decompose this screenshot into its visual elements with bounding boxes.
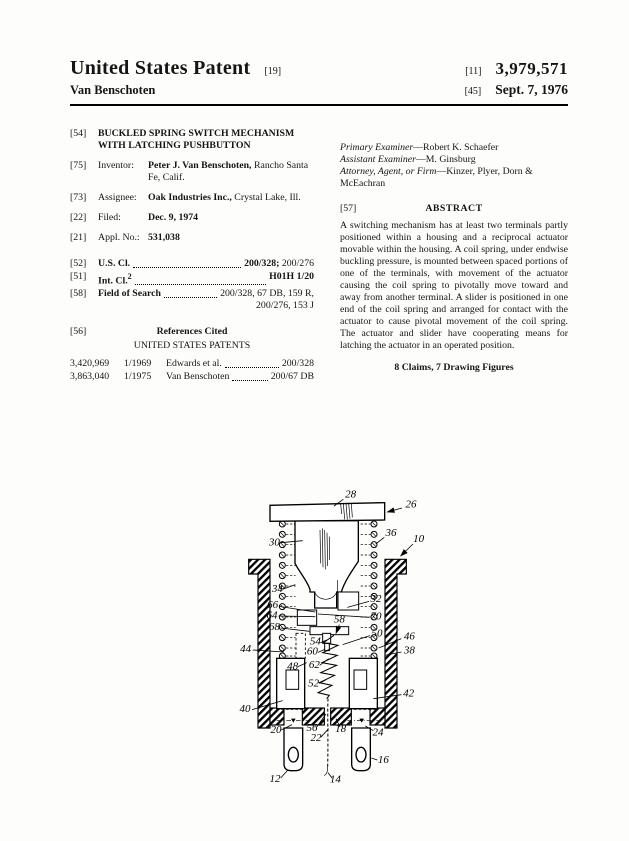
ref-name: Van Benschoten: [166, 371, 230, 383]
field-73-assignee: [70, 192, 314, 204]
patent-number-code: [11]: [465, 66, 482, 77]
field-label: U.S. Cl.: [98, 258, 131, 269]
solder-tab-right: [352, 728, 371, 771]
figure-ref-numeral: 18: [335, 723, 347, 735]
field-num: [54]: [70, 128, 87, 139]
figure-ref-numeral: 46: [403, 630, 415, 643]
figure-ref-numeral: 38: [403, 644, 415, 657]
figure-ref-numeral: 44: [240, 643, 252, 655]
application-number: 531,038: [148, 232, 180, 243]
assignee-address: Crystal Lake, Ill.: [231, 192, 301, 203]
figure-ref-numeral: 14: [329, 773, 341, 786]
field-54-title: [70, 128, 314, 152]
field-58-field-of-search: [70, 288, 314, 312]
dot-leader: [232, 371, 267, 381]
figure-ref-numeral: 28: [345, 488, 357, 501]
dot-leader: [164, 288, 217, 298]
figure-ref-numeral: 26: [405, 498, 417, 511]
field-label: Int. Cl.$^2$: [98, 272, 132, 287]
field-51-int-cl: [70, 271, 314, 287]
field-label: Assignee:: [98, 192, 137, 203]
field-label: Appl. No.:: [98, 232, 140, 243]
figure-ref-numeral: 62: [308, 659, 320, 671]
int-class: H01H 1/20: [269, 271, 314, 282]
field-52-us-cl: [70, 258, 314, 270]
abstract-heading: ABSTRACT: [425, 203, 483, 214]
issue-date: Sept. 7, 1976: [495, 82, 568, 97]
dot-leader: [133, 258, 241, 268]
ref-class: 200/67 DB: [270, 371, 314, 383]
date-code: [45]: [464, 86, 482, 97]
int-cl-superscript: 2: [127, 272, 132, 281]
figure-ref-numeral: 68: [268, 621, 280, 633]
field-num: [51]: [70, 271, 87, 282]
figure-ref-numeral: 30: [268, 536, 280, 549]
search-field-line1: 200/328, 67 DB, 159 R,: [220, 288, 314, 300]
figure-ref-numeral: 40: [239, 703, 251, 715]
assistant-examiner-name: —M. Ginsburg: [415, 154, 476, 165]
abstract-heading-row: [340, 203, 568, 215]
abstract-text: A switching mechanism has at least two terminals partly positioned within a housing and a reciprocal actuator movable within the housing. A coil spring, under endwise buckling pressure, is mounted between spaced portions of one of the terminals, with movement of the actuator causing the coil spring to pivotally move toward and away from another terminal. A slider is positioned in one end of the coil spring and arranged for contact with the actuator to cause pivotal movement of the coil spring. The actuator and slider have cooperating means for latching the actuator in an operated position.: [340, 220, 568, 351]
assistant-examiner-label: Assistant Examiner: [340, 154, 416, 165]
us-patents-subheading: UNITED STATES PATENTS: [133, 340, 251, 352]
field-75-inventor: [70, 160, 314, 184]
dot-leader: [225, 358, 279, 368]
field-num: [73]: [70, 192, 87, 203]
assistant-examiner-line: [340, 154, 568, 166]
header-rule: [70, 104, 568, 106]
kind-code: [19]: [264, 66, 282, 77]
inventor-name: Peter J. Van Benschoten,: [148, 160, 252, 171]
left-column: [70, 122, 314, 383]
primary-examiner-label: Primary Examiner: [340, 142, 414, 153]
field-num: [21]: [70, 232, 87, 243]
figure-ref-numeral: 48: [287, 660, 299, 673]
ref-patent-number: 3,420,969: [70, 358, 110, 370]
figure-ref-numeral: 12: [269, 773, 281, 785]
field-num: [52]: [70, 258, 87, 269]
rivet-mark-left: [291, 719, 296, 723]
figure-ref-numeral: 36: [385, 527, 397, 539]
field-label: Filed:: [98, 212, 121, 223]
page-title: United States Patent: [70, 57, 251, 79]
figure-ref-numeral: 54: [309, 635, 321, 648]
patent-title-group: [70, 57, 281, 80]
inventor-surname: Van Benschoten: [70, 83, 156, 97]
figure-ref-numeral: 50: [371, 627, 383, 640]
reference-row: [70, 358, 314, 370]
figure-ref-numeral: 70: [370, 610, 382, 623]
reference-row: [70, 371, 314, 383]
figure-ref-numeral: 24: [372, 726, 384, 739]
filing-date: Dec. 9, 1974: [148, 212, 199, 223]
figure-ref-numeral: 56: [306, 722, 318, 734]
primary-examiner-name: —Robert K. Schaefer: [413, 142, 499, 153]
figure-ref-numeral: 42: [403, 687, 415, 700]
us-class-secondary: 200/276: [279, 258, 314, 269]
ref-date: 1/1975: [124, 371, 152, 383]
figure-ref-numeral: 34: [271, 583, 283, 595]
field-num: [57]: [340, 203, 357, 214]
patent-number: 3,979,571: [495, 59, 568, 78]
figure-ref-numeral: 66: [267, 599, 279, 611]
claims-line: 8 Claims, 7 Drawing Figures: [394, 362, 514, 373]
figure-ref-numeral: 20: [270, 724, 282, 736]
invention-title-line2: WITH LATCHING PUSHBUTTON: [98, 140, 251, 151]
field-num: [22]: [70, 212, 87, 223]
right-column: [340, 122, 568, 383]
figure-ref-numeral: 58: [333, 613, 345, 626]
ref-name: Edwards et al.: [166, 358, 222, 370]
attorney-name: —Kinzer, Plyer, Dorn & McEachran: [340, 166, 533, 189]
figure-ref-numeral: 52: [308, 677, 320, 690]
references-cited-title: References Cited: [156, 326, 228, 338]
attorney-label: Attorney, Agent, or Firm: [340, 166, 437, 177]
dot-leader: [135, 271, 266, 285]
field-num: [56]: [70, 326, 87, 338]
invention-title-line1: BUCKLED SPRING SWITCH MECHANISM: [98, 128, 295, 139]
field-label: Field of Search: [98, 288, 161, 300]
patent-drawing-switch-cross-section: [230, 480, 480, 800]
patent-header: [70, 57, 568, 106]
pushbutton-cap: [270, 503, 385, 522]
figure-ref-numeral: 22: [310, 732, 322, 744]
references-heading: [70, 326, 314, 338]
ref-class: 200/328: [281, 358, 314, 370]
figure-ref-numeral: 16: [377, 754, 389, 766]
field-label: Inventor:: [98, 160, 134, 171]
figure-ref-numeral: 60: [306, 645, 318, 658]
bibliographic-section: [70, 122, 568, 383]
ref-patent-number: 3,863,040: [70, 371, 110, 383]
field-num: [75]: [70, 160, 87, 171]
inventor-address: Rancho Santa Fe, Calif.: [148, 160, 309, 183]
assignee-name: Oak Industries Inc.,: [148, 192, 232, 203]
field-num: [58]: [70, 288, 87, 300]
us-class-primary: 200/328;: [244, 258, 280, 269]
attorney-line: [340, 166, 568, 190]
figure-ref-numeral: 32: [370, 593, 382, 605]
figure-ref-numeral: 10: [413, 533, 425, 545]
figure-ref-numeral: 64: [266, 609, 278, 622]
primary-examiner-line: [340, 142, 568, 154]
field-22-filed: [70, 212, 314, 224]
solder-tab-left: [284, 728, 303, 771]
field-21-appl-no: [70, 232, 314, 244]
terminal-right: [349, 658, 377, 708]
ref-date: 1/1969: [124, 358, 152, 370]
search-field-line2: 200/276, 153 J: [256, 300, 314, 312]
